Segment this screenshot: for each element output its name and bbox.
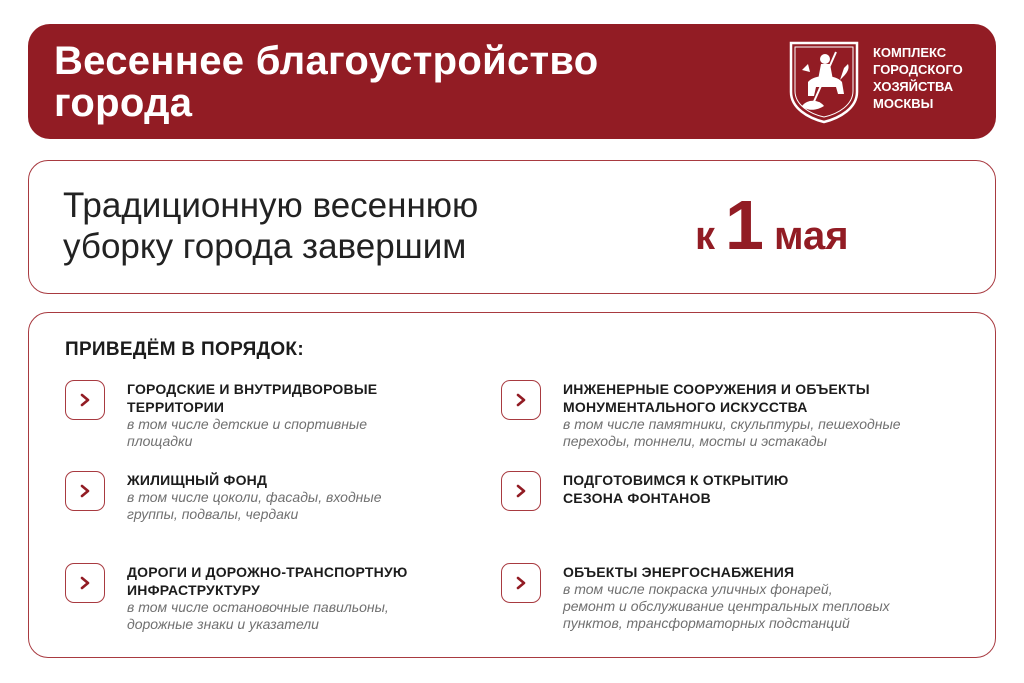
date-number: 1 (725, 186, 764, 264)
list-item-title: ДОРОГИ И ДОРОЖНО-ТРАНСПОРТНУЮ ИНФРАСТРУКТУРУ (127, 564, 408, 598)
list-item-title: ПОДГОТОВИМСЯ К ОТКРЫТИЮ СЕЗОНА ФОНТАНОВ (563, 472, 789, 506)
list-item-desc: в том числе цоколи, фасады, входные группы, подвалы, чердаки (127, 489, 382, 522)
chevron-right-icon (65, 380, 105, 420)
lead-card (28, 160, 996, 294)
date-prefix: к (695, 214, 716, 258)
header-banner (28, 24, 996, 139)
chevron-right-icon (65, 471, 105, 511)
tasks-card (28, 312, 996, 658)
list-item-body (563, 563, 890, 632)
chevron-right-icon (65, 563, 105, 603)
completion-date (695, 186, 849, 264)
list-item-body (127, 471, 381, 523)
chevron-right-icon (501, 471, 541, 511)
section-title: ПРИВЕДЁМ В ПОРЯДОК: (65, 339, 304, 360)
list-item-desc: в том числе детские и спортивные площадки (127, 416, 368, 449)
chevron-right-icon (501, 563, 541, 603)
date-month: мая (773, 214, 849, 258)
moscow-coat-of-arms-icon (788, 40, 860, 124)
lead-text: Традиционную весеннюю уборку города завершим (63, 186, 479, 266)
list-item-desc: в том числе покраска уличных фонарей, ремонт и обслуживание центральных тепловых пунктов, трансформаторных подстанций (563, 581, 890, 631)
list-item-body (563, 380, 901, 450)
list-item-body (127, 563, 408, 633)
page-title: Весеннее благоустройство города (54, 39, 599, 125)
list-item-desc: в том числе памятники, скульптуры, пешеходные переходы, тоннели, мосты и эстакады (563, 416, 901, 449)
chevron-right-icon (501, 380, 541, 420)
org-name: КОМПЛЕКС ГОРОДСКОГО ХОЗЯЙСТВА МОСКВЫ (873, 45, 963, 111)
list-item-title: ИНЖЕНЕРНЫЕ СООРУЖЕНИЯ И ОБЪЕКТЫ МОНУМЕНТАЛЬНОГО ИСКУССТВА (563, 381, 870, 415)
list-item-title: ЖИЛИЩНЫЙ ФОНД (127, 472, 268, 488)
list-item-body (127, 380, 377, 450)
list-item-title: ОБЪЕКТЫ ЭНЕРГОСНАБЖЕНИЯ (563, 564, 795, 580)
list-item-desc: в том числе остановочные павильоны, дорожные знаки и указатели (127, 599, 389, 632)
list-item-title: ГОРОДСКИЕ И ВНУТРИДВОРОВЫЕ ТЕРРИТОРИИ (127, 381, 378, 415)
list-item-body (563, 471, 789, 507)
